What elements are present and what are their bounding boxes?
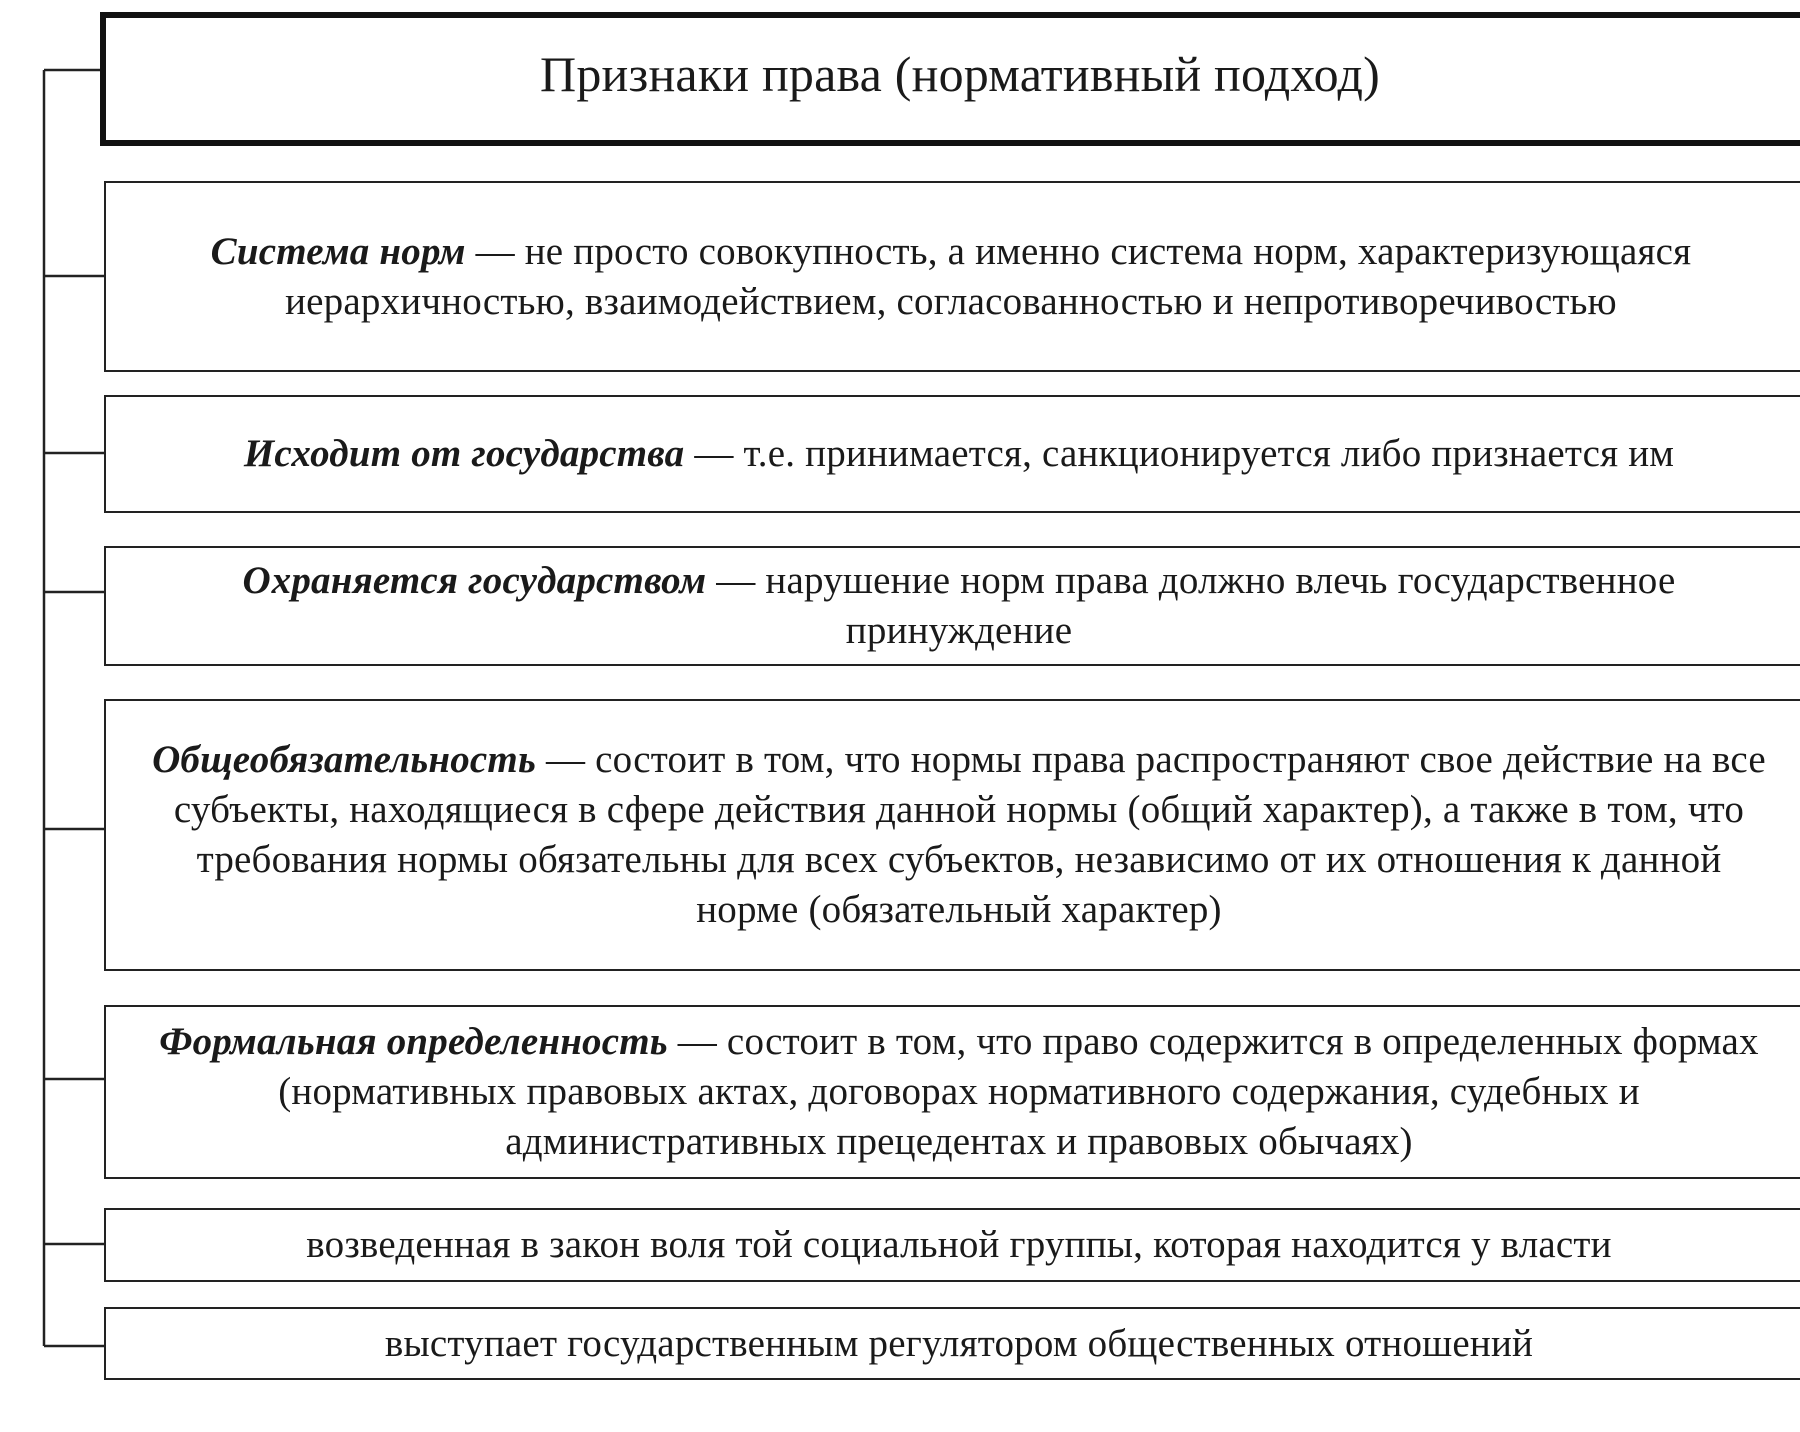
- feature-box-formal-certainty: [104, 1005, 1800, 1179]
- feature-box-protected-by-state: [104, 546, 1800, 666]
- feature-description: — т.е. принимается, санкционируется либо признается им: [684, 432, 1675, 475]
- diagram-title: Признаки права (нормативный подход): [540, 46, 1380, 102]
- feature-term: Система норм: [210, 229, 466, 273]
- feature-box-system-of-norms: [104, 181, 1800, 372]
- feature-term: Охраняется государством: [242, 559, 707, 602]
- feature-description: возведенная в закон воля той социальной группы, которая находится у власти: [306, 1223, 1612, 1266]
- feature-description: — состоит в том, что нормы права распространяют свое действие на все субъекты, находящиеся в сфере действия данной нормы (общий характер), а также в том, что требования нормы обязательны для всех субъектов, независимо от их отношения к данной норме (обязательный характер): [173, 738, 1766, 931]
- feature-term: Исходит от государства: [243, 432, 685, 475]
- feature-box-will-of-ruling-group: [104, 1208, 1800, 1282]
- feature-description: выступает государственным регулятором общественных отношений: [384, 1321, 1534, 1365]
- feature-box-from-state: [104, 395, 1800, 513]
- feature-term: Общеобязательность: [152, 738, 536, 781]
- feature-term: Формальная определенность: [159, 1020, 668, 1063]
- title-box: [100, 12, 1800, 146]
- feature-description: — нарушение норм права должно влечь государственное принуждение: [706, 559, 1676, 652]
- feature-description: — не просто совокупность, а именно система норм, характеризующаяся иерархичностью, взаимодействием, согласованностью и непротиворечивостью: [285, 229, 1692, 323]
- feature-box-universally-binding: [104, 699, 1800, 971]
- feature-box-state-regulator: [104, 1307, 1800, 1380]
- feature-description: — состоит в том, что право содержится в определенных формах (нормативных правовых актах, договорах нормативного содержания, судебных и административных прецедентах и правовых обычаях): [278, 1020, 1759, 1163]
